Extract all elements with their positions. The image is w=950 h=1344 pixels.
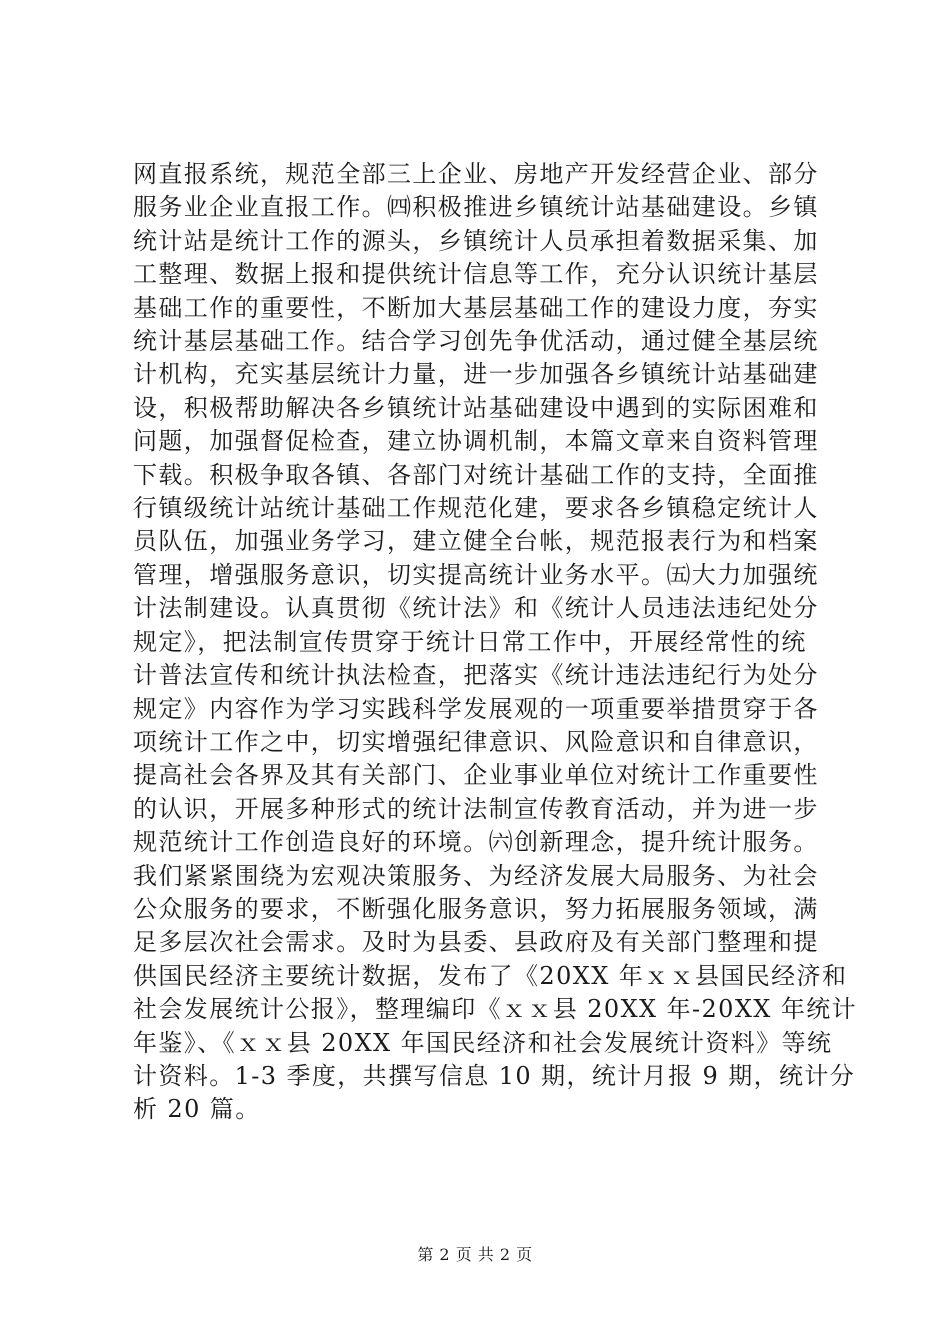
text-line: 工整理、数据上报和提供统计信息等工作，充分认识统计基层 [133,260,819,289]
text-line: 计资料。1-3 季度，共撰写信息 10 期，统计月报 9 期，统计分 [133,1061,856,1090]
text-line: 员队伍，加强业务学习，建立健全台帐，规范报表行为和档案 [133,527,819,556]
text-line: 项统计工作之中，切实增强纪律意识、风险意识和自律意识， [133,727,819,756]
text-line: 计普法宣传和统计执法检查，把落实《统计违法违纪行为处分 [133,661,819,690]
page-footer: 第 2 页 共 2 页 [417,1245,533,1264]
text-line: 我们紧紧围绕为宏观决策服务、为经济发展大局服务、为社会 [133,861,819,890]
text-line: 年鉴》、《ｘｘ县 20XX 年国民经济和社会发展统计资料》等统 [133,1028,833,1057]
text-line: 足多层次社会需求。及时为县委、县政府及有关部门整理和提 [133,928,819,957]
text-line: 统计基层基础工作。结合学习创先争优活动，通过健全基层统 [133,327,819,356]
text-line: 计法制建设。认真贯彻《统计法》和《统计人员违法违纪处分 [133,594,819,623]
text-line: 供国民经济主要统计数据，发布了《20XX 年ｘｘ县国民经济和 [133,961,848,990]
text-line: 计机构，充实基层统计力量，进一步加强各乡镇统计站基础建 [133,360,819,389]
body-text [133,158,858,1127]
text-line: 规范统计工作创造良好的环境。㈥创新理念，提升统计服务。 [133,828,819,857]
text-line: 析 20 篇。 [133,1095,261,1124]
text-line: 服务业企业直报工作。㈣积极推进乡镇统计站基础建设。乡镇 [133,193,819,222]
text-line: 管理，增强服务意识，切实提高统计业务水平。㈤大力加强统 [133,560,819,589]
text-line: 行镇级统计站统计基础工作规范化建，要求各乡镇稳定统计人 [133,494,819,523]
text-line: 统计站是统计工作的源头，乡镇统计人员承担着数据采集、加 [133,226,819,255]
text-line: 提高社会各界及其有关部门、企业事业单位对统计工作重要性 [133,761,819,790]
text-line: 设，积极帮助解决各乡镇统计站基础建设中遇到的实际困难和 [133,393,819,422]
text-line: 规定》，把法制宣传贯穿于统计日常工作中，开展经常性的统 [133,627,807,656]
text-line: 基础工作的重要性，不断加大基层基础工作的建设力度，夯实 [133,293,819,322]
text-line: 下载。积极争取各镇、各部门对统计基础工作的支持，全面推 [133,460,819,489]
text-line: 规定》内容作为学习实践科学发展观的一项重要举措贯穿于各 [133,694,819,723]
text-line: 社会发展统计公报》，整理编印《ｘｘ县 20XX 年-20XX 年统计 [133,995,858,1024]
text-line: 问题，加强督促检查，建立协调机制，本篇文章来自资料管理 [133,427,819,456]
text-line: 网直报系统，规范全部三上企业、房地产开发经营企业、部分 [133,160,819,188]
text-line: 的认识，开展多种形式的统计法制宣传教育活动，并为进一步 [133,794,819,823]
text-line: 公众服务的要求，不断强化服务意识，努力拓展服务领域，满 [133,894,819,923]
